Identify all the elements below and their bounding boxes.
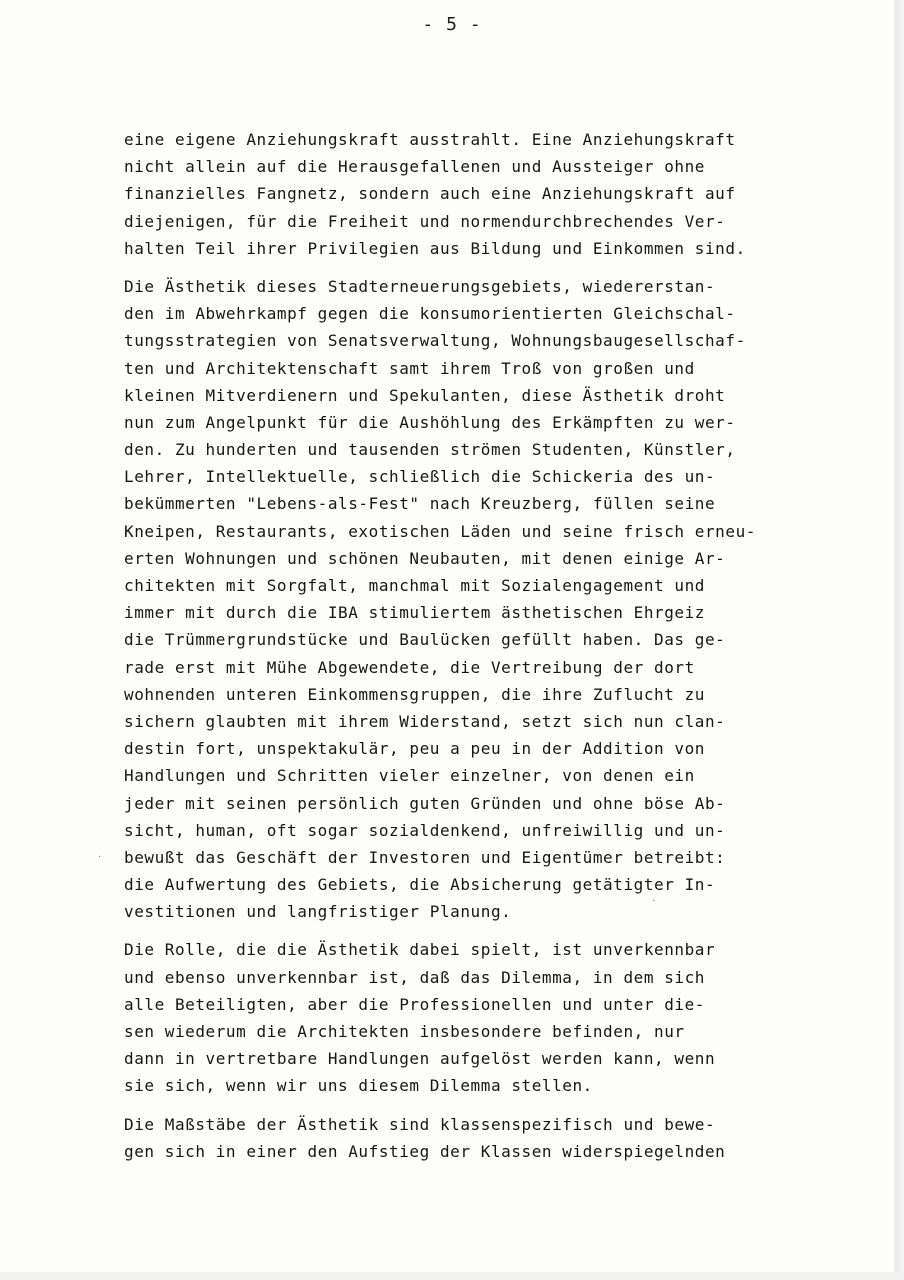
text-line: vestitionen und langfristiger Planung. — [124, 902, 512, 922]
text-line: den im Abwehrkampf gegen die konsumorientierten Gleichschal- — [124, 304, 736, 324]
text-line: ten und Architektenschaft samt ihrem Troß von großen und — [124, 358, 695, 378]
text-line: die Aufwertung des Gebiets, die Absicherung getätigter In- — [124, 875, 716, 895]
paragraph — [124, 936, 804, 1099]
text-line: wohnenden unteren Einkommensgruppen, die ihre Zuflucht zu — [124, 684, 705, 704]
paragraph — [124, 273, 804, 926]
page-edge-shadow — [894, 0, 904, 1280]
text-line: tungsstrategien von Senatsverwaltung, Wohnungsbaugesellschaf- — [124, 331, 746, 351]
text-line: Die Rolle, die die Ästhetik dabei spielt, ist unverkennbar — [124, 940, 716, 960]
text-line: nicht allein auf die Herausgefallenen und Aussteiger ohne — [124, 157, 705, 177]
page-number: - 5 - — [422, 14, 482, 35]
text-line: Handlungen und Schritten vieler einzelner, von denen ein — [124, 766, 695, 786]
text-line: halten Teil ihrer Privilegien aus Bildung und Einkommen sind. — [124, 238, 746, 258]
scan-speck: · — [98, 852, 102, 863]
text-line: Die Maßstäbe der Ästhetik sind klassenspezifisch und bewe- — [124, 1114, 716, 1134]
text-line: sichern glaubten mit ihrem Widerstand, setzt sich nun clan- — [124, 711, 726, 731]
text-line: rade erst mit Mühe Abgewendete, die Vertreibung der dort — [124, 657, 695, 677]
text-line: sen wiederum die Architekten insbesondere befinden, nur — [124, 1022, 685, 1041]
text-line: diejenigen, für die Freiheit und normendurchbrechendes Ver- — [124, 211, 726, 231]
text-line: den. Zu hunderten und tausenden strömen Studenten, Künstler, — [124, 440, 736, 460]
text-line: und ebenso unverkennbar ist, daß das Dilemma, in dem sich — [124, 967, 705, 987]
text-line: gen sich in einer den Aufstieg der Klassen widerspiegelnden — [124, 1141, 726, 1161]
text-line: eine eigene Anziehungskraft ausstrahlt. Eine Anziehungskraft — [124, 130, 736, 149]
paragraph — [124, 126, 804, 262]
scan-speck: · — [652, 896, 656, 907]
paragraph — [124, 1111, 804, 1165]
text-line: Die Ästhetik dieses Stadterneuerungsgebiets, wiedererstan- — [124, 276, 716, 296]
text-line: kleinen Mitverdienern und Spekulanten, diese Ästhetik droht — [124, 385, 726, 405]
text-line: Kneipen, Restaurants, exotischen Läden und seine frisch erneu- — [124, 521, 756, 541]
text-line: erten Wohnungen und schönen Neubauten, mit denen einige Ar- — [124, 548, 726, 568]
text-line: dann in vertretbare Handlungen aufgelöst werden kann, wenn — [124, 1049, 716, 1069]
body-text — [124, 126, 804, 1176]
text-line: sicht, human, oft sogar sozialdenkend, unfreiwillig und un- — [124, 820, 726, 840]
text-line: alle Beteiligten, aber die Professionellen und unter die- — [124, 994, 705, 1014]
page-bottom-edge — [0, 1272, 904, 1280]
text-line: die Trümmergrundstücke und Baulücken gefüllt haben. Das ge- — [124, 630, 726, 650]
text-line: immer mit durch die IBA stimuliertem ästhetischen Ehrgeiz — [124, 603, 705, 623]
text-line: sie sich, wenn wir uns diesem Dilemma stellen. — [124, 1076, 593, 1096]
text-line: jeder mit seinen persönlich guten Gründen und ohne böse Ab- — [124, 793, 726, 813]
text-line: Lehrer, Intellektuelle, schließlich die Schickeria des un- — [124, 467, 716, 487]
text-line: nun zum Angelpunkt für die Aushöhlung des Erkämpften zu wer- — [124, 412, 736, 432]
text-line: bewußt das Geschäft der Investoren und Eigentümer betreibt: — [124, 847, 726, 867]
text-line: finanzielles Fangnetz, sondern auch eine Anziehungskraft auf — [124, 184, 736, 204]
text-line: destin fort, unspektakulär, peu a peu in der Addition von — [124, 739, 705, 759]
text-line: chitekten mit Sorgfalt, manchmal mit Sozialengagement und — [124, 576, 705, 595]
text-line: bekümmerten "Lebens-als-Fest" nach Kreuzberg, füllen seine — [124, 494, 716, 514]
